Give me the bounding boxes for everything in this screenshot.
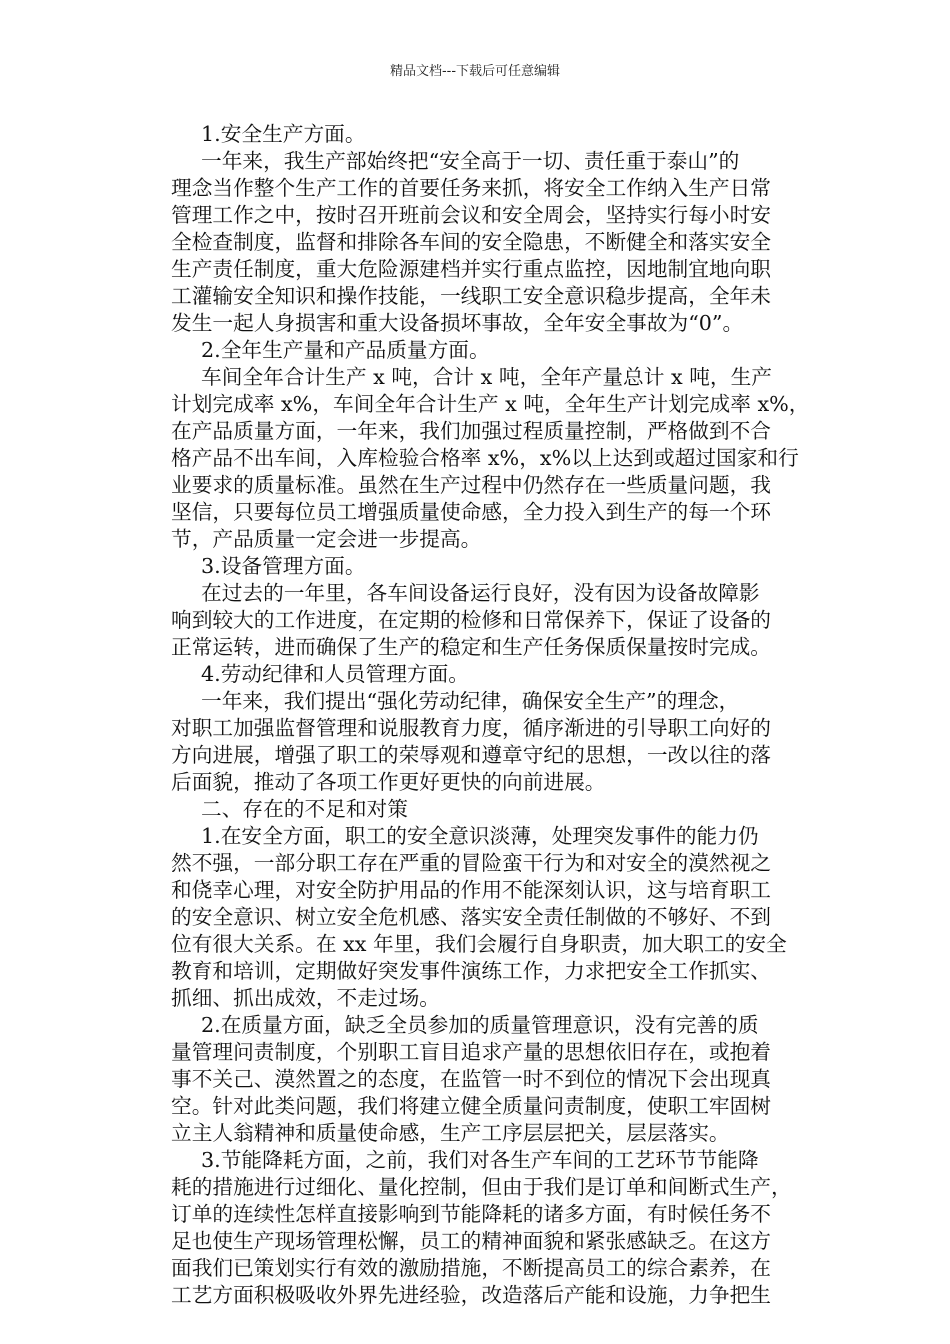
line-text: 订单的连续性怎样直接影响到节能降耗的诸多方面，有时候任务不: [171, 1202, 771, 1226]
line-text: 和侥幸心理，对安全防护用品的作用不能深刻认识，这与培育职工: [171, 878, 771, 902]
line-text: 抓细、抓出成效，不走过场。: [171, 986, 440, 1010]
document-body: [0, 121, 950, 1309]
paragraph-first-line: [0, 688, 950, 715]
paragraph-line: [0, 499, 950, 526]
paragraph-first-line: [0, 580, 950, 607]
line-text: 2.在质量方面，缺乏全员参加的质量管理意识，没有完善的质: [201, 1013, 759, 1037]
line-text: 车间全年合计生产 x 吨，合计 x 吨，全年产量总计 x 吨，生产: [201, 365, 772, 389]
paragraph-line: [0, 850, 950, 877]
paragraph-line: [0, 1174, 950, 1201]
line-text: 1.在安全方面，职工的安全意识淡薄，处理突发事件的能力仍: [201, 824, 759, 848]
section-heading-line: [0, 1012, 950, 1039]
paragraph-line: [0, 742, 950, 769]
line-text: 业要求的质量标准。虽然在生产过程中仍然存在一些质量问题，我: [171, 473, 771, 497]
line-text: 在过去的一年里，各车间设备运行良好，没有因为设备故障影: [201, 581, 760, 605]
line-text: 响到较大的工作进度，在定期的检修和日常保养下，保证了设备的: [171, 608, 771, 632]
line-text: 一年来，我生产部始终把“安全高于一切、责任重于泰山”的: [201, 149, 740, 173]
line-text: 计划完成率 x%，车间全年合计生产 x 吨，全年生产计划完成率 x%，: [171, 392, 810, 416]
line-text: 发生一起人身损害和重大设备损坏事故，全年安全事故为“0”。: [171, 311, 744, 335]
paragraph-line: [0, 391, 950, 418]
paragraph-line: [0, 634, 950, 661]
paragraph-line: [0, 283, 950, 310]
paragraph-line: [0, 1201, 950, 1228]
paragraph-line: [0, 229, 950, 256]
line-text: 2.全年生产量和产品质量方面。: [201, 338, 490, 362]
line-text: 对职工加强监督管理和说服教育力度，循序渐进的引导职工向好的: [171, 716, 771, 740]
section-heading-line: [0, 553, 950, 580]
line-text: 全检查制度，监督和排除各车间的安全隐患，不断健全和落实安全: [171, 230, 771, 254]
paragraph-line: [0, 958, 950, 985]
section-heading-line: [0, 1147, 950, 1174]
section-heading-line: [0, 121, 950, 148]
paragraph-line: [0, 1282, 950, 1309]
line-text: 面我们已策划实行有效的激励措施，不断提高员工的综合素养，在: [171, 1256, 771, 1280]
paragraph-line: [0, 715, 950, 742]
section-heading-line: [0, 823, 950, 850]
paragraph-line: [0, 256, 950, 283]
paragraph-line: [0, 418, 950, 445]
paragraph-line: [0, 769, 950, 796]
paragraph-line: [0, 1093, 950, 1120]
line-text: 管理工作之中，按时召开班前会议和安全周会，坚持实行每小时安: [171, 203, 771, 227]
paragraph-line: [0, 526, 950, 553]
paragraph-line: [0, 985, 950, 1012]
paragraph-line: [0, 310, 950, 337]
paragraph-line: [0, 472, 950, 499]
line-text: 3.节能降耗方面，之前，我们对各生产车间的工艺环节节能降: [201, 1148, 759, 1172]
paragraph-first-line: [0, 364, 950, 391]
line-text: 的安全意识、树立安全危机感、落实安全责任制做的不够好、不到: [171, 905, 771, 929]
line-text: 足也使生产现场管理松懈，员工的精神面貌和紧张感缺乏。在这方: [171, 1229, 771, 1253]
line-text: 在产品质量方面，一年来，我们加强过程质量控制，严格做到不合: [171, 419, 771, 443]
paragraph-line: [0, 1039, 950, 1066]
line-text: 生产责任制度，重大危险源建档并实行重点监控，因地制宜地向职: [171, 257, 771, 281]
line-text: 工灌输安全知识和操作技能，一线职工安全意识稳步提高，全年未: [171, 284, 771, 308]
line-text: 事不关己、漠然置之的态度，在监管一时不到位的情况下会出现真: [171, 1067, 771, 1091]
line-text: 节，产品质量一定会进一步提高。: [171, 527, 482, 551]
page-header: 精品文档---下载后可任意编辑: [389, 64, 561, 79]
line-text: 工艺方面积极吸收外界先进经验，改造落后产能和设施，力争把生: [171, 1283, 771, 1307]
section-heading-line: [0, 337, 950, 364]
paragraph-line: [0, 1066, 950, 1093]
paragraph-line: [0, 1255, 950, 1282]
line-text: 1.安全生产方面。: [201, 122, 366, 146]
paragraph-line: [0, 445, 950, 472]
line-text: 然不强，一部分职工存在严重的冒险蛮干行为和对安全的漠然视之: [171, 851, 771, 875]
paragraph-line: [0, 904, 950, 931]
line-text: 4.劳动纪律和人员管理方面。: [201, 662, 469, 686]
paragraph-line: [0, 175, 950, 202]
paragraph-line: [0, 202, 950, 229]
line-text: 耗的措施进行过细化、量化控制，但由于我们是订单和间断式生产，: [171, 1175, 792, 1199]
line-text: 正常运转，进而确保了生产的稳定和生产任务保质保量按时完成。: [171, 635, 771, 659]
section-heading-line: [0, 796, 950, 823]
line-text: 二、存在的不足和对策: [201, 797, 408, 821]
paragraph-first-line: [0, 148, 950, 175]
line-text: 立主人翁精神和质量使命感，生产工序层层把关，层层落实。: [171, 1121, 730, 1145]
line-text: 后面貌，推动了各项工作更好更快的向前进展。: [171, 770, 606, 794]
line-text: 理念当作整个生产工作的首要任务来抓，将安全工作纳入生产日常: [171, 176, 771, 200]
section-heading-line: [0, 661, 950, 688]
line-text: 一年来，我们提出“强化劳动纪律，确保安全生产”的理念，: [201, 689, 740, 713]
line-text: 量管理问责制度，个别职工盲目追求产量的思想依旧存在，或抱着: [171, 1040, 771, 1064]
paragraph-line: [0, 1120, 950, 1147]
paragraph-line: [0, 1228, 950, 1255]
line-text: 方向进展，增强了职工的荣辱观和遵章守纪的思想，一改以往的落: [171, 743, 771, 767]
line-text: 空。针对此类问题，我们将建立健全质量问责制度，使职工牢固树: [171, 1094, 771, 1118]
line-text: 位有很大关系。在 xx 年里，我们会履行自身职责，加大职工的安全: [171, 932, 787, 956]
paragraph-line: [0, 931, 950, 958]
line-text: 教育和培训，定期做好突发事件演练工作，力求把安全工作抓实、: [171, 959, 771, 983]
line-text: 3.设备管理方面。: [201, 554, 366, 578]
line-text: 格产品不出车间，入库检验合格率 x%，x%以上达到或超过国家和行: [171, 446, 799, 470]
paragraph-line: [0, 607, 950, 634]
line-text: 坚信，只要每位员工增强质量使命感，全力投入到生产的每一个环: [171, 500, 771, 524]
paragraph-line: [0, 877, 950, 904]
